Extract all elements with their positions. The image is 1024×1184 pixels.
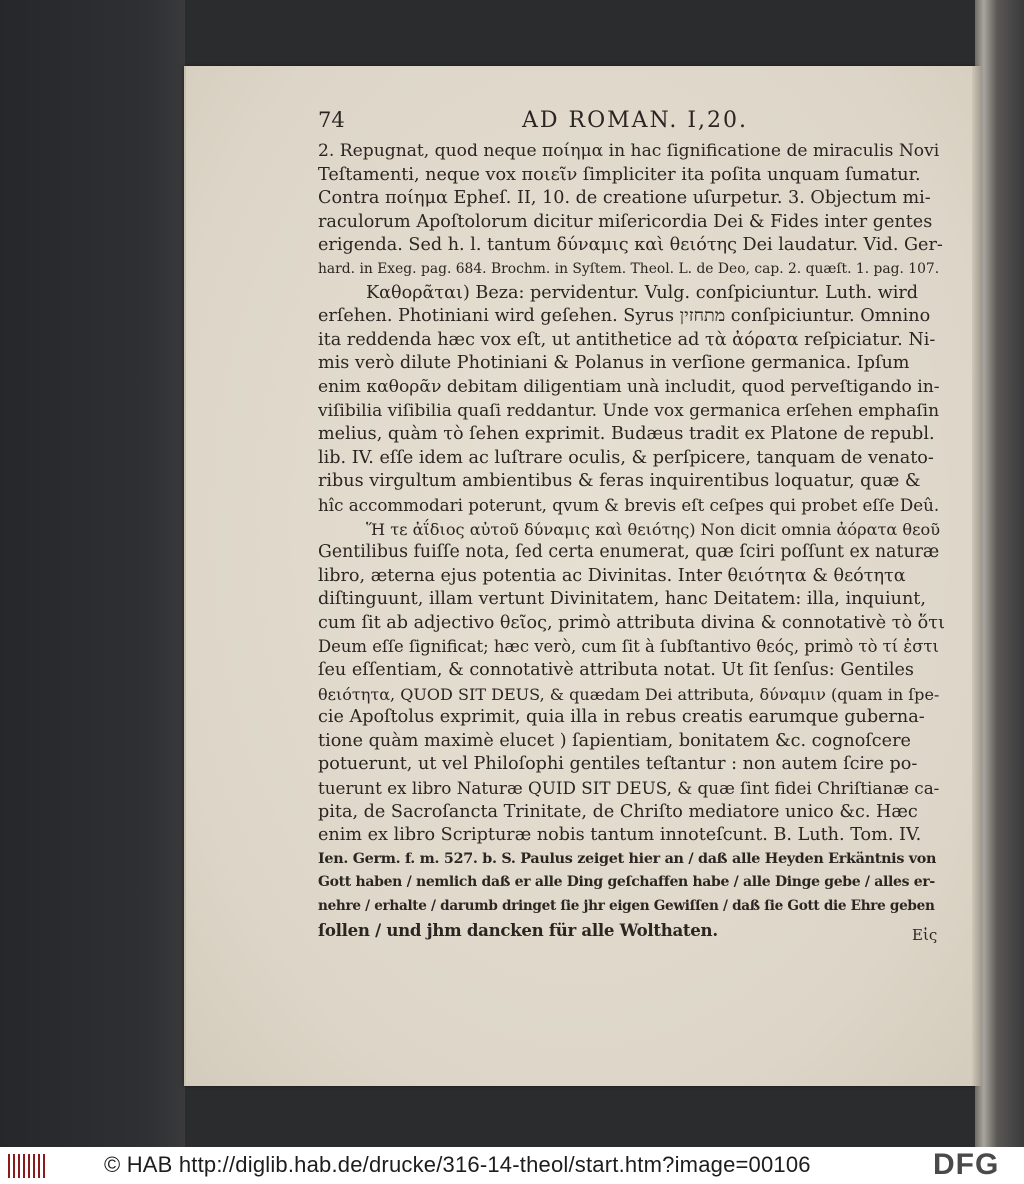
text-line: θειότητα, QUOD SIT DEUS, & quædam Dei attributa, δύναμιν (quam in ſpe- [318, 684, 940, 704]
scanner-backdrop-right [975, 0, 1024, 1147]
text-line: ribus virgultum ambientibus & feras inquirentibus loquatur, quæ & [318, 471, 921, 492]
text-line: tuerunt ex libro Naturæ QUID SIT DEUS, & quæ ſint fidei Chriſtianæ ca- [318, 778, 940, 799]
page-number: 74 [318, 108, 345, 132]
catchword: Εἰς [912, 926, 938, 944]
text-line: ita reddenda hæc vox eſt, ut antithetice ad τὰ ἀόρατα reſpiciatur. Ni- [318, 329, 936, 350]
text-line: ſeu eſſentiam, & connotativè attributa notat. Ut ſit ſenſus: Gentiles [318, 660, 914, 681]
text-line: Ἥ τε ἀΐδιος αὐτοῦ δύναμις καὶ θειότης) Non dicit omnia ἀόρατα θεοῦ [366, 519, 941, 539]
running-head: AD ROMAN. I,20. [522, 108, 749, 133]
text-line: hard. in Exeg. pag. 684. Brochm. in Syſtem. Theol. L. de Deo, cap. 2. quæſt. 1. pag. 107. [318, 260, 940, 277]
page-header [318, 108, 958, 142]
text-line-fraktur: ſollen / und jhm dancken für alle Wolthaten. [318, 919, 718, 940]
body-text [318, 140, 946, 942]
text-line: hîc accommodari poterunt, qvum & brevis eſt ceſpes qui probet eſſe Deû. [318, 495, 940, 515]
text-line: cie Apoſtolus exprimit, quia illa in rebus creatis earumque guberna- [318, 707, 925, 728]
hab-barcode-icon [6, 1152, 46, 1180]
text-line: enim καθορᾶν debitam diligentiam unà includit, quod perveſtigando in- [318, 376, 940, 397]
copyright-url[interactable]: © HAB http://diglib.hab.de/drucke/316-14-theol/start.htm?image=00106 [104, 1152, 811, 1177]
text-line: libro, æterna ejus potentia ac Divinitas. Inter θειότητα & θεότητα [318, 565, 906, 586]
page-edge [972, 66, 982, 1086]
text-line: Contra ποίημα Epheſ. II, 10. de creatione uſurpetur. 3. Objectum mi- [318, 188, 931, 209]
text-line: erigenda. Sed h. l. tantum δύναμις καὶ θειότης Dei laudatur. Vid. Ger- [318, 235, 943, 256]
text-line: enim ex libro Scripturæ nobis tantum innoteſcunt. B. Luth. Tom. IV. [318, 825, 922, 846]
text-line: pita, de Sacroſancta Trinitate, de Chriſto mediatore unico &c. Hæc [318, 801, 918, 822]
text-line: potuerunt, ut vel Philoſophi gentiles teſtantur : non autem ſcire po- [318, 754, 918, 775]
text-line-fraktur: Gott haben / nemlich daß er alle Ding geſchaffen habe / alle Dinge gebe / alles er- [318, 874, 935, 891]
text-line: erſehen. Photiniani wird geſehen. Syrus מתחזין conſpiciuntur. Omnino [318, 306, 931, 327]
text-line: Καθορᾶται) Beza: pervidentur. Vulg. conſpiciuntur. Luth. wird [366, 282, 919, 303]
text-line-fraktur: Ien. Germ. f. m. 527. b. S. Paulus zeiget hier an / daß alle Heyden Erkäntnis von [318, 850, 937, 867]
text-line: 2. Repugnat, quod neque ποίημα in hac ſignificatione de miraculis Novi [318, 141, 940, 161]
text-line: viſibilia viſibilia quaſi reddantur. Unde vox germanica erſehen emphaſin [318, 400, 940, 421]
scanner-backdrop-left [0, 0, 185, 1147]
text-line: Deum eſſe ſignificat; hæc verò, cum ſit à ſubſtantivo θεός, primò τὸ τί ἐστι [318, 637, 939, 657]
text-line: Teſtamenti, neque vox ποιεῖν ſimpliciter ita poſita unquam ſumatur. [318, 164, 921, 185]
text-line: cum ſit ab adjectivo θεῖος, primò attributa divina & connotativè τὸ ὅτι [318, 612, 945, 633]
text-line: mis verò dilute Photiniani & Polanus in verſione germanica. Ipſum [318, 353, 910, 374]
text-line: Gentilibus fuiſſe nota, ſed certa enumerat, quæ ſciri poſſunt ex naturæ [318, 542, 940, 563]
footer-bar [0, 1147, 1024, 1184]
text-line-fraktur: nehre / erhalte / darumb dringet ſie jhr eigen Gewiſſen / daß ſie Gott die Ehre geben [318, 898, 935, 914]
text-line: tione quàm maximè elucet ) ſapientiam, bonitatem &c. cognoſcere [318, 730, 911, 751]
text-line: diſtinguunt, illam vertunt Divinitatem, hanc Deitatem: illa, inquiunt, [318, 589, 926, 610]
text-line: melius, quàm τὸ ſehen exprimit. Budæus tradit ex Platone de republ. [318, 424, 935, 445]
text-line: lib. IV. eſſe idem ac luſtrare oculis, & perſpicere, tanquam de venato- [318, 447, 934, 468]
text-line: raculorum Apoſtolorum dicitur miſericordia Dei & Fides inter gentes [318, 211, 933, 232]
dfg-logo: DFG [933, 1148, 1000, 1181]
